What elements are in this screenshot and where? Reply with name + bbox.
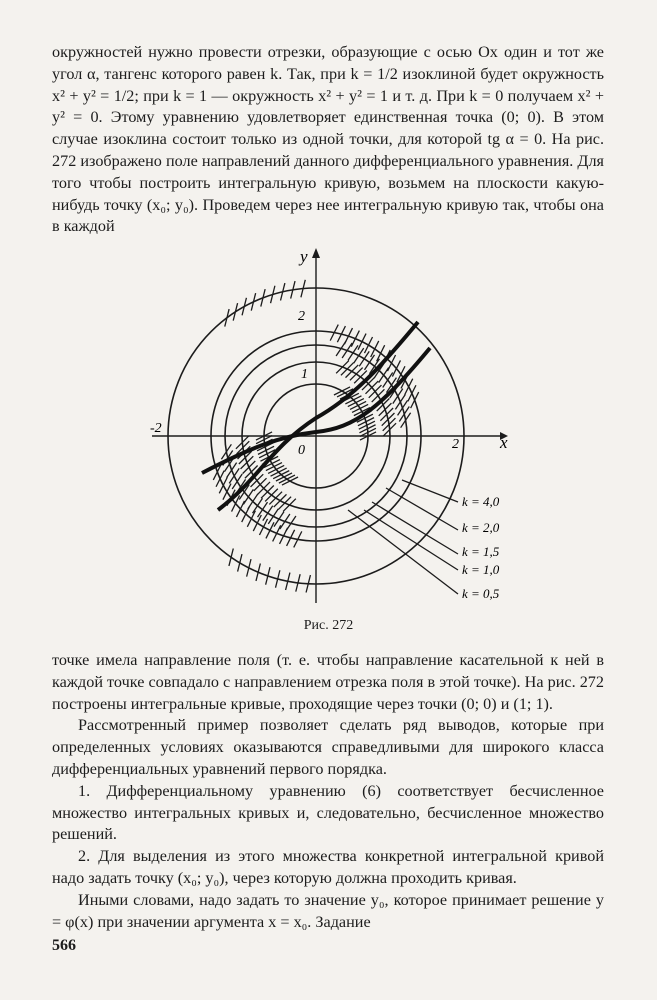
field-segment xyxy=(379,403,392,416)
paragraph: окружностей нужно провести отрезки, образующие с осью Ox один и тот же угол α, тангенс которого равен k. Так, при k = 1/2 изоклиной будет окружность x² + y² = 1/2; при k = 1 — окружность x² + y² = 1 и т. д. При k = 0 получаем x² + y² = 0. Этому уравнению удовлетворяет единственная точка (0; 0). В этом случае изоклина состоит только из одной точки, для которой tg α = 0. На рис. 272 изображено поле направлений данного дифференциального уравнения. Для того чтобы построить интегральную кривую, возьмем на плоскости какую-нибудь точку (x₀; y₀). Проведем через нее интегральную кривую так, чтобы она в каждой xyxy=(52,43,604,236)
field-segment xyxy=(398,400,408,415)
field-segment xyxy=(259,519,267,535)
field-segment xyxy=(278,497,291,510)
field-segment xyxy=(371,341,379,357)
paragraph: Иными словами, надо задать то значение y₀, которое принимает решение y = φ(x) при значении аргумента x = x₀. Задание xyxy=(52,890,604,931)
y-axis-arrow xyxy=(312,248,320,258)
field-segment xyxy=(236,501,244,517)
paragraph: точке имела направление поля (т. е. чтобы направление касательной к ней в каждой точке совпадало с направлением отрезка поля в этой точке). На рис. 272 построены интегральные кривые, проходящие через точки (0; 0) и (1; 1). xyxy=(52,651,604,713)
paragraph: 1. Дифференциальному уравнению (6) соответствует бесчисленное множество интегральных кривых и, следовательно, бесчисленное множество решений. xyxy=(52,781,604,844)
field-segment xyxy=(377,345,385,361)
text-top xyxy=(52,42,604,238)
direction-field-figure xyxy=(140,248,520,623)
field-segment xyxy=(229,549,233,566)
field-segment xyxy=(253,515,261,531)
field-segment xyxy=(392,360,400,376)
k-label: k = 4,0 xyxy=(462,494,500,509)
field-segment xyxy=(399,406,409,421)
tick-label-x-neg2: -2 xyxy=(150,421,162,436)
field-segment xyxy=(266,522,274,538)
field-segment xyxy=(273,525,281,541)
field-segment xyxy=(351,331,359,347)
field-segment xyxy=(336,361,349,374)
field-segment xyxy=(247,511,255,527)
k-label: k = 1,5 xyxy=(462,544,500,559)
axis-y-label: y xyxy=(300,248,308,266)
field-segment xyxy=(243,461,256,474)
field-segment xyxy=(341,363,354,376)
field-segment xyxy=(380,408,393,421)
tick-label-x2: 2 xyxy=(452,437,459,452)
k-label: k = 0,5 xyxy=(462,586,500,601)
page-number: 566 xyxy=(52,937,76,954)
field-segment xyxy=(269,492,282,505)
field-segment xyxy=(283,499,296,512)
tick-label-y1: 1 xyxy=(301,367,308,382)
field-segment xyxy=(276,473,292,481)
field-segment xyxy=(350,401,366,409)
field-segment xyxy=(233,303,237,320)
field-segment xyxy=(268,465,284,473)
field-segment xyxy=(364,337,372,353)
text-bottom xyxy=(52,650,604,933)
field-segment xyxy=(225,309,229,326)
field-segment xyxy=(241,456,254,469)
k-label: k = 1,0 xyxy=(462,562,500,577)
figure-caption: Рис. 272 xyxy=(303,618,354,633)
field-segment xyxy=(271,468,287,476)
field-segment xyxy=(346,365,359,378)
field-segment xyxy=(382,413,395,426)
tick-label-y2: 2 xyxy=(298,309,305,324)
field-segment xyxy=(274,494,287,507)
paragraph: Рассмотренный пример позволяет сделать ряд выводов, которые при определенных условиях оказываются справедливыми для широкого класса дифференциальных уравнений первого порядка. xyxy=(52,716,604,778)
field-segment xyxy=(350,368,363,381)
field-segment xyxy=(358,334,366,350)
axis-x-label: x xyxy=(500,433,508,452)
k-label: k = 2,0 xyxy=(462,520,500,535)
field-segment xyxy=(348,399,364,407)
field-segment xyxy=(266,463,282,471)
paragraph: 2. Для выделения из этого множества конкретной интегральной кривой надо задать точку (x₀; y₀), через которую должна проходить кривая. xyxy=(52,847,604,887)
field-segment xyxy=(273,471,289,479)
tick-label-origin: 0 xyxy=(298,443,305,458)
